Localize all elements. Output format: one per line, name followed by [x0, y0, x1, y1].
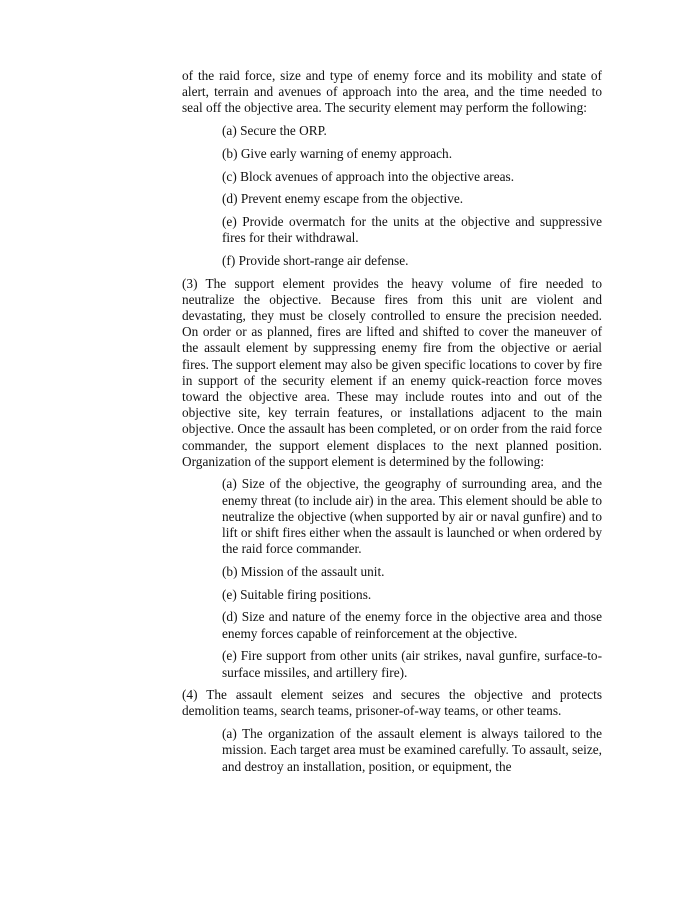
paragraph-assault-element: (4) The assault element seizes and secures the objective and protects demolition teams, search teams, prisoner-of-way teams, or other teams.: [182, 687, 602, 719]
list-item-enemy-force: (d) Size and nature of the enemy force in the objective area and those enemy forces capable of reinforcement at the objective.: [222, 609, 602, 641]
list-item-prevent-escape: (d) Prevent enemy escape from the objective.: [222, 191, 464, 207]
list-item-block-avenues: (c) Block avenues of approach into the objective areas.: [222, 168, 515, 184]
document-body: [182, 68, 602, 781]
list-item-assault-organization: (a) The organization of the assault element is always tailored to the mission. Each target area must be examined carefully. To assault, seize, and destroy an installation, position, or equipment, the: [222, 726, 602, 774]
list-item-objective-size: (a) Size of the objective, the geography of surrounding area, and the enemy threat (to include air) in the area. This element should be able to neutralize the objective (when supported by air or naval gunfire) and to lift or shift fires either when the assault is launched or when ordered by the raid force commander.: [222, 476, 602, 557]
list-item-early-warning: (b) Give early warning of enemy approach.: [222, 145, 453, 161]
paragraph-support-element: (3) The support element provides the heavy volume of fire needed to neutralize the objective. Because fires from this unit are violent and devastating, they must be closely controlled to ensure the precision needed. On order or as planned, fires are lifted and shifted to cover the maneuver of the assault element by suppressing enemy fire from the objective or aerial fires. The support element may also be given specific locations to cover by fire in support of the security element if an enemy quick-reaction force moves toward the objective area. These may include routes into and out of the objective site, key terrain features, or installations adjacent to the main objective. Once the assault has been completed, or on order from the raid force commander, the support element displaces to the next planned position. Organization of the support element is determined by the following:: [182, 275, 602, 469]
list-item-overmatch: (e) Provide overmatch for the units at the objective and suppressive fires for their withdrawal.: [222, 213, 602, 246]
paragraph-security-element-intro: of the raid force, size and type of enemy force and its mobility and state of alert, terrain and avenues of approach into the area, and the time needed to seal off the objective area. The security element may perform the following:: [182, 68, 602, 116]
list-item-firing-positions: (e) Suitable firing positions.: [222, 586, 372, 602]
list-item-air-defense: (f) Provide short-range air defense.: [222, 252, 409, 268]
list-item-assault-mission: (b) Mission of the assault unit.: [222, 563, 385, 579]
list-item-secure-orp: (a) Secure the ORP.: [222, 123, 327, 139]
list-item-fire-support: (e) Fire support from other units (air strikes, naval gunfire, surface-to-surface missiles, and artillery fire).: [222, 648, 602, 680]
